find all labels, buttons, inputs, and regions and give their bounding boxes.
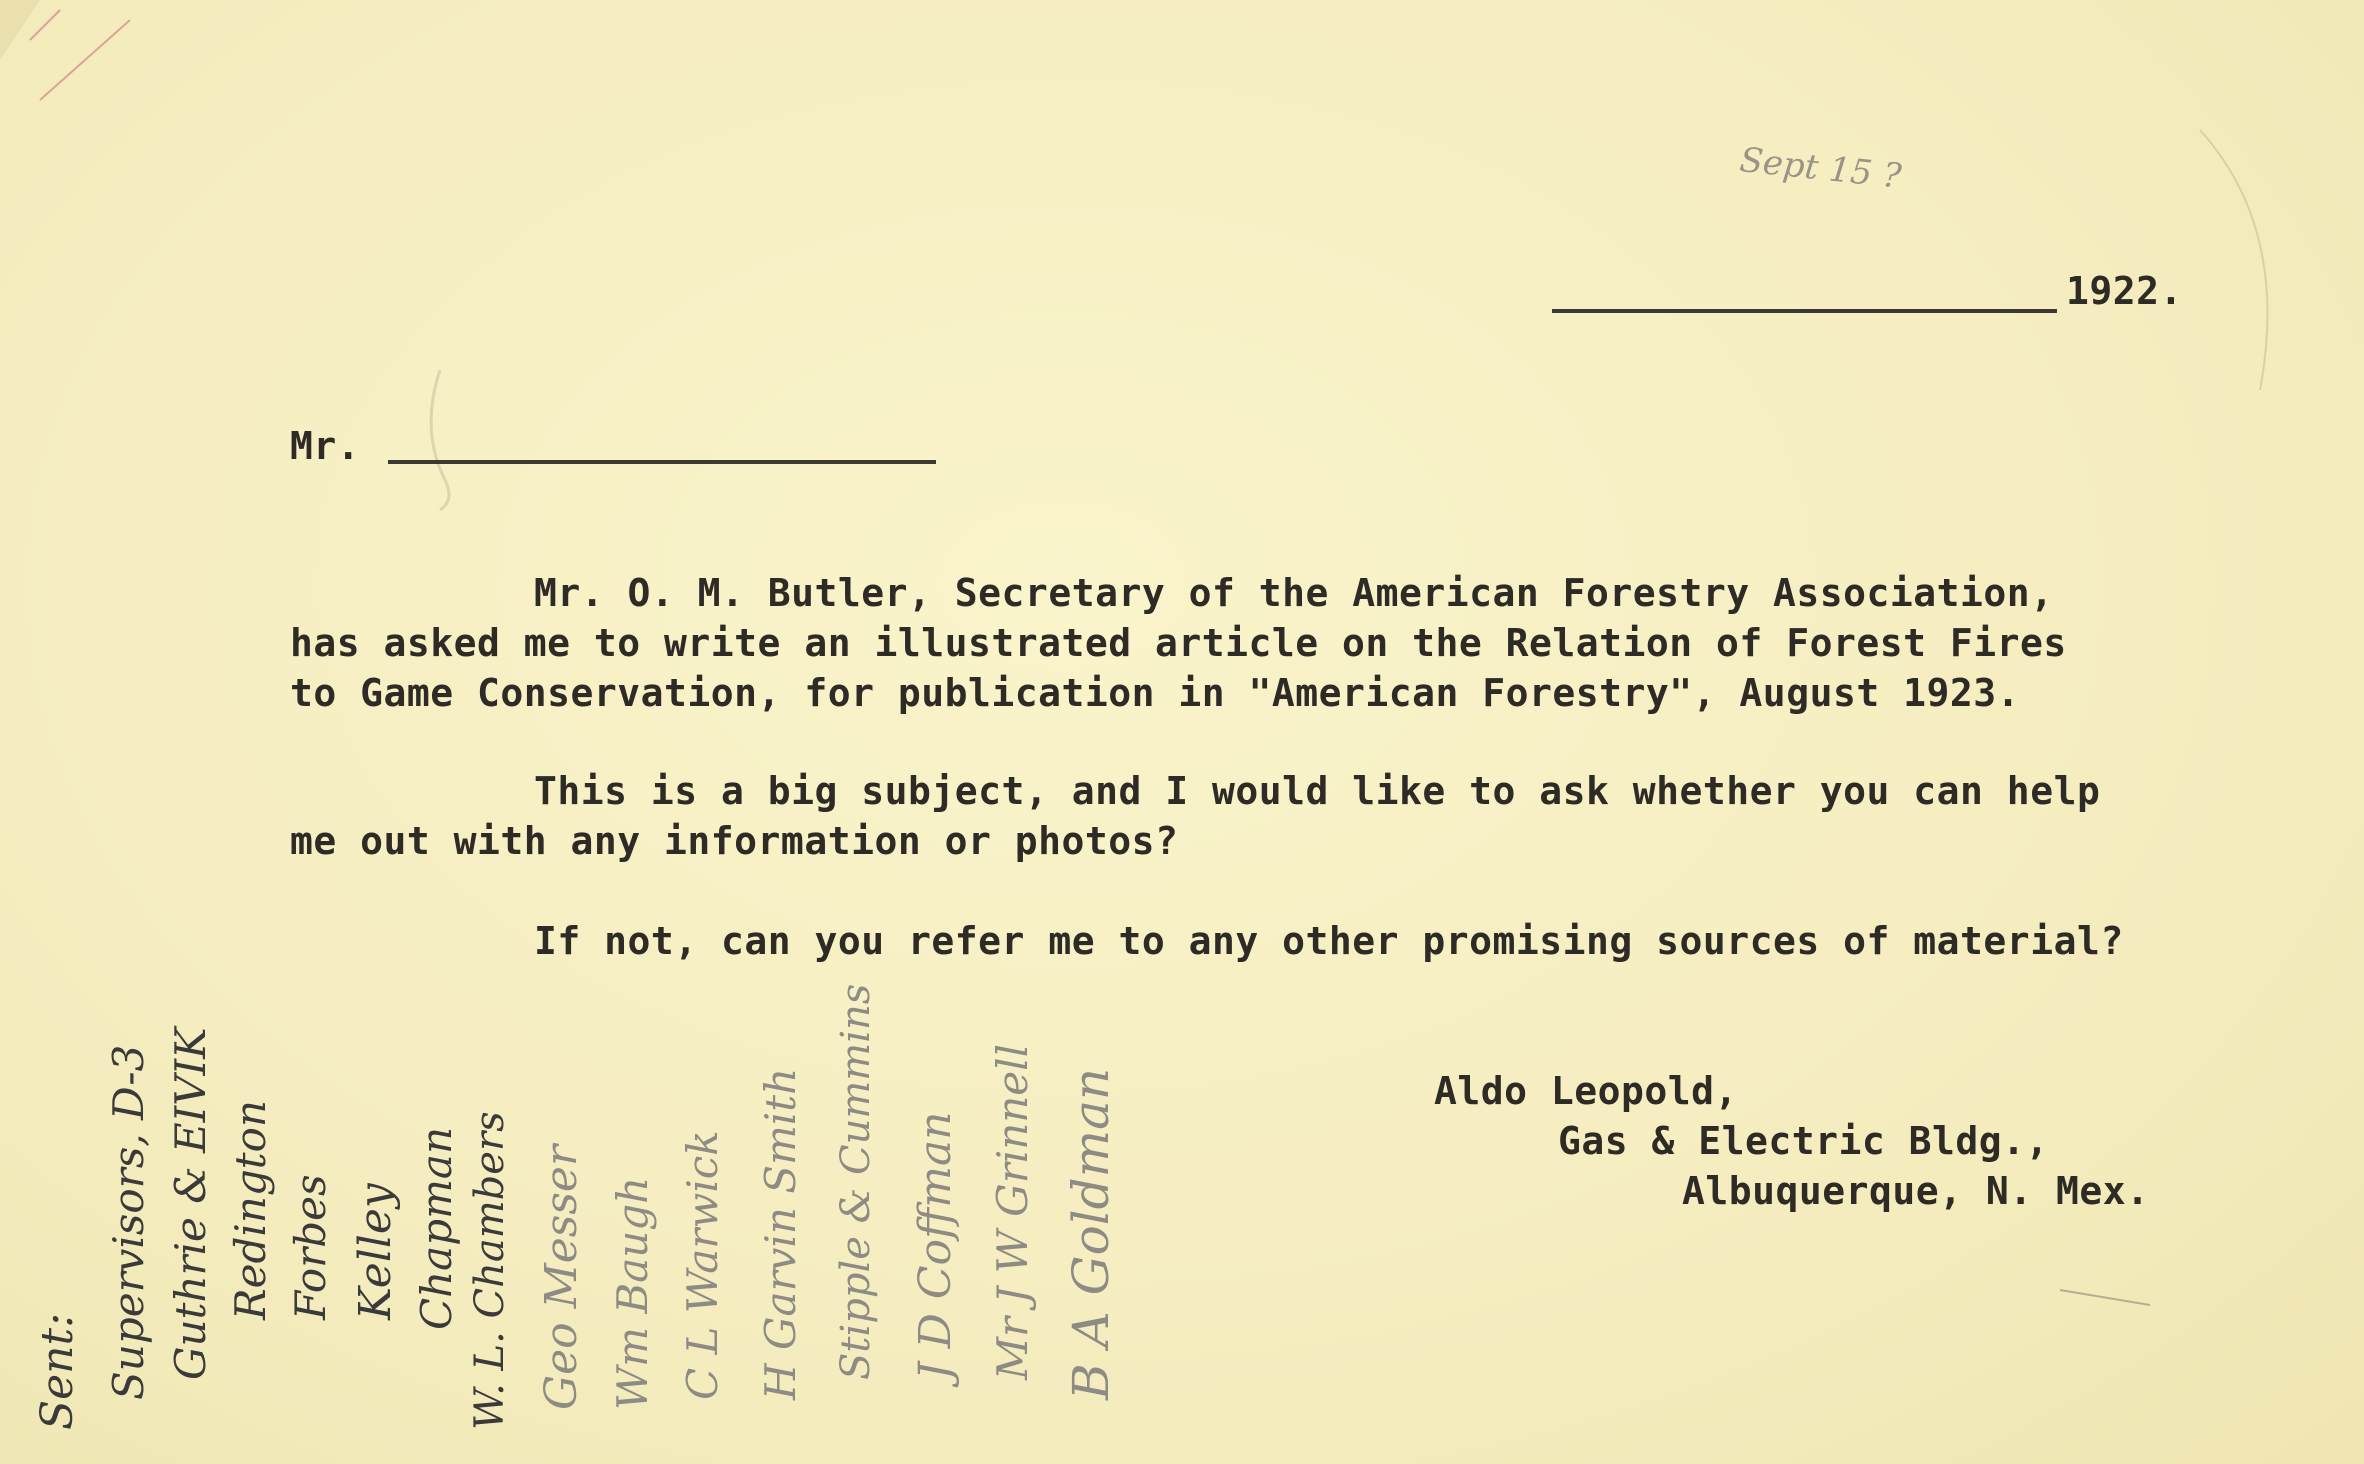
date-pencil-note: Sept 15 ? bbox=[1737, 140, 1904, 197]
para1-line1: Mr. O. M. Butler, Secretary of the American Forestry Association, bbox=[534, 571, 2054, 615]
addressee-blank-line bbox=[388, 460, 936, 464]
date-year: 1922. bbox=[2066, 269, 2183, 313]
stray-mark bbox=[2060, 1290, 2150, 1305]
sent-name-grinnell: Mr J W Grinnell bbox=[988, 1043, 1037, 1380]
faint-pencil-curve bbox=[2200, 130, 2268, 390]
sent-name-guthrie: Guthrie & EIVIK bbox=[166, 1027, 215, 1380]
signature-address1: Gas & Electric Bldg., bbox=[1558, 1119, 2049, 1163]
signature-name: Aldo Leopold, bbox=[1434, 1069, 1738, 1113]
signature-address2: Albuquerque, N. Mex. bbox=[1682, 1169, 2150, 1213]
sent-heading: Sent: bbox=[32, 1312, 83, 1430]
sent-name-garvin-smith: H Garvin Smith bbox=[756, 1067, 805, 1400]
sent-name-redington: Redington bbox=[226, 1100, 275, 1320]
para2-line1: This is a big subject, and I would like to ask whether you can help bbox=[534, 769, 2101, 813]
para1-line3: to Game Conservation, for publication in "American Forestry", August 1923. bbox=[290, 671, 2020, 715]
para1-line2: has asked me to write an illustrated article on the Relation of Forest Fires bbox=[290, 621, 2067, 665]
salutation: Mr. bbox=[290, 424, 361, 468]
sent-name-coffman: J D Coffman bbox=[910, 1111, 961, 1380]
sent-name-goldman: B A Goldman bbox=[1062, 1067, 1120, 1400]
para3-line: If not, can you refer me to any other promising sources of material? bbox=[534, 919, 2124, 963]
red-pencil-mark bbox=[40, 20, 130, 100]
sent-name-supervisors: Supervisors, D-3 bbox=[104, 1044, 153, 1400]
sent-name-chambers: W. L. Chambers bbox=[467, 1111, 513, 1430]
sent-name-stipple-cummins: Stipple & Cummins bbox=[833, 983, 879, 1380]
sent-name-baugh: Wm Baugh bbox=[608, 1176, 657, 1410]
sent-name-warwick: C L Warwick bbox=[678, 1130, 727, 1400]
date-blank-line bbox=[1552, 309, 2057, 313]
para2-line2: me out with any information or photos? bbox=[290, 819, 1179, 863]
sent-name-kelley: Kelley bbox=[350, 1183, 401, 1320]
sent-name-chapman: Chapman bbox=[412, 1126, 461, 1330]
red-pencil-mark-2 bbox=[30, 10, 60, 40]
corner-fold-mark bbox=[0, 0, 40, 60]
sent-name-forbes: Forbes bbox=[286, 1174, 335, 1320]
sent-name-messer: Geo Messer bbox=[536, 1145, 587, 1410]
paperclip-shadow bbox=[431, 370, 449, 510]
